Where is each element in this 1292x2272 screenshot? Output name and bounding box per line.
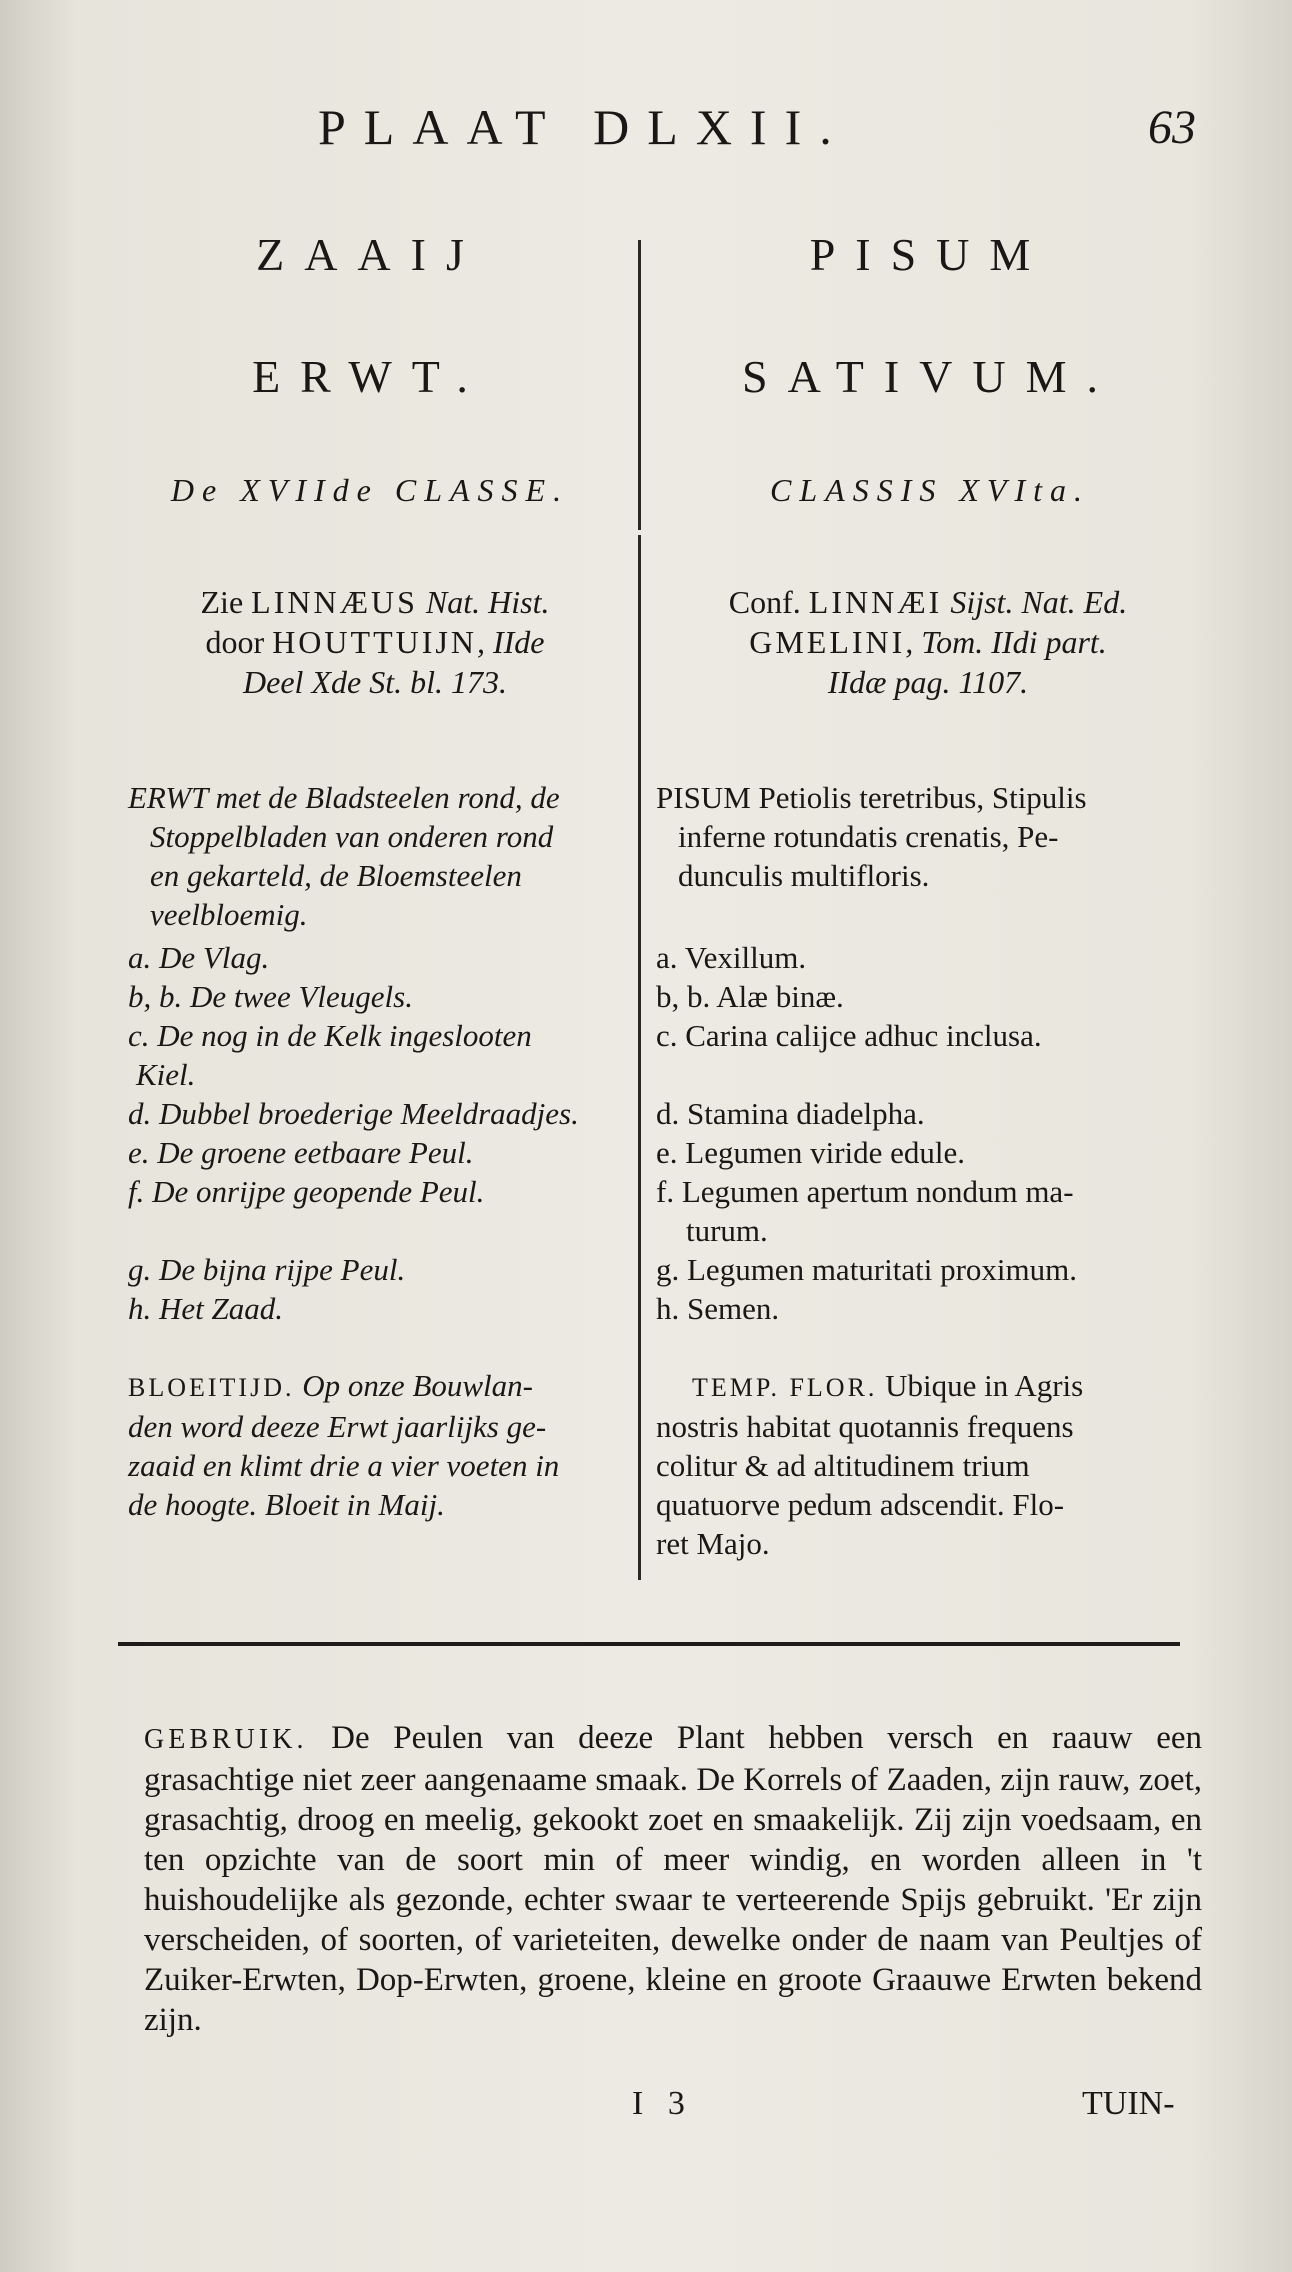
left-desc-line: veelbloemig.	[150, 897, 308, 932]
right-temp-line: nostris habitat quotannis frequens	[656, 1409, 1074, 1444]
left-figure-legend	[128, 938, 633, 1328]
catchword: TUIN-	[1082, 2085, 1175, 2122]
left-bloei-line: de hoogte. Bloeit in Maij.	[128, 1487, 445, 1522]
left-legend-item: a. De Vlag.	[128, 940, 270, 975]
temp-flor-label: TEMP. FLOR.	[692, 1373, 878, 1402]
left-legend-item: f. De onrijpe geopende Peul.	[128, 1174, 485, 1209]
page-number: 63	[1148, 101, 1196, 154]
left-bloei-line: zaaid en klimt drie a vier voeten in	[128, 1448, 560, 1483]
left-legend-item: h. Het Zaad.	[128, 1291, 283, 1326]
right-temp-line: colitur & ad altitudinem trium	[656, 1448, 1030, 1483]
right-temp-line: quatuorve pedum adscendit. Flo-	[656, 1487, 1065, 1522]
left-legend-item: c. De nog in de Kelk ingeslooten	[128, 1018, 532, 1053]
left-legend-item: b, b. De twee Vleugels.	[128, 979, 413, 1014]
right-desc-line: dunculis multifloris.	[678, 858, 930, 893]
right-flowering-time	[656, 1366, 1201, 1563]
left-legend-spacer	[128, 1211, 633, 1250]
left-legend-item: e. De groene eetbaare Peul.	[128, 1135, 474, 1170]
left-flowering-time	[128, 1366, 633, 1524]
right-desc-line: PISUM Petiolis teretribus, Stipulis	[656, 780, 1087, 815]
left-desc-line: en gekarteld, de Bloemsteelen	[150, 858, 522, 893]
right-legend-item: h. Semen.	[656, 1291, 780, 1326]
right-ref-line: Conf. LINNÆI Sijst. Nat. Ed.	[728, 584, 1128, 620]
column-divider-top	[638, 240, 641, 530]
left-description	[128, 778, 633, 934]
right-legend-item: f. Legumen apertum nondum ma-	[656, 1174, 1074, 1209]
right-legend-item: b, b. Alæ binæ.	[656, 979, 844, 1014]
right-legend-item: a. Vexillum.	[656, 940, 807, 975]
right-ref-line: GMELINI, Tom. IIdi part.	[749, 624, 1107, 660]
left-desc-line: ERWT met de Bladsteelen rond, de	[128, 780, 560, 815]
right-legend-item: e. Legumen viride edule.	[656, 1135, 966, 1170]
left-desc-line: Stoppelbladen van onderen rond	[150, 819, 554, 854]
left-title-zaaij: ZAAIJ	[256, 229, 484, 280]
left-legend-item: Kiel.	[136, 1057, 196, 1092]
right-legend-item: c. Carina calijce adhuc inclusa.	[656, 1018, 1042, 1053]
left-legend-item: g. De bijna rijpe Peul.	[128, 1252, 406, 1287]
left-title-erwt: ERWT.	[252, 351, 488, 402]
gebruik-label: GEBRUIK.	[144, 1724, 308, 1755]
left-ref-line: Zie LINNÆUS Nat. Hist.	[200, 584, 550, 620]
right-legend-item: turum.	[686, 1213, 768, 1248]
right-legend-item: g. Legumen maturitati proximum.	[656, 1252, 1077, 1287]
right-legend-item: d. Stamina diadelpha.	[656, 1096, 925, 1131]
right-figure-legend	[656, 938, 1201, 1328]
right-temp-line: TEMP. FLOR. Ubique in Agris	[656, 1366, 1201, 1407]
plate-title: PLAAT DLXII.	[318, 99, 850, 155]
right-title-sativum: SATIVUM.	[742, 351, 1118, 402]
signature-mark: I 3	[632, 2085, 693, 2122]
left-ref-line: door HOUTTUIJN, IIde	[205, 624, 545, 660]
right-desc-line: inferne rotundatis crenatis, Pe-	[678, 819, 1059, 854]
bloeitijd-label: BLOEITIJD.	[128, 1373, 295, 1402]
section-rule	[118, 1642, 1180, 1646]
right-classis: CLASSIS XVIta.	[770, 472, 1090, 508]
right-ref-line: IIdæ pag. 1107.	[827, 664, 1029, 700]
right-legend-spacer	[656, 1055, 1201, 1094]
left-bloei-line: BLOEITIJD. Op onze Bouwlan-	[128, 1368, 533, 1403]
left-legend-item: d. Dubbel broederige Meeldraadjes.	[128, 1096, 579, 1131]
right-temp-line: ret Majo.	[656, 1526, 770, 1561]
usage-paragraph	[144, 1718, 1202, 2040]
right-description	[656, 778, 1196, 895]
usage-text: De Peulen van deeze Plant hebben versch en raauw een grasachtige niet zeer aangenaame smaak. De Korrels of Zaaden, zijn rauw, zoet, grasachtig, droog en meelig, gekookt zoet en smaakelijk. Zij zijn voedsaam, en ten opzichte van de soort min of meer windig, en worden alleen in 't huishoudelijke als gezonde, echter swaar te verteerende Spijs gebruikt. 'Er zijn verscheiden, of soorten, of varieteiten, dewelke onder de naam van Peultjes of Zuiker-Erwten, Dop-Erwten, groene, kleine en groote Graauwe Erwten bekend zijn.	[144, 1720, 1202, 2038]
left-classe: De XVIIde CLASSE.	[170, 472, 570, 508]
left-bloei-line: den word deeze Erwt jaarlijks ge-	[128, 1409, 547, 1444]
right-title-pisum: PISUM	[809, 229, 1051, 280]
column-divider-main	[638, 535, 641, 1580]
right-reference	[658, 582, 1198, 702]
left-ref-line: Deel Xde St. bl. 173.	[243, 664, 507, 700]
left-reference	[120, 582, 630, 702]
